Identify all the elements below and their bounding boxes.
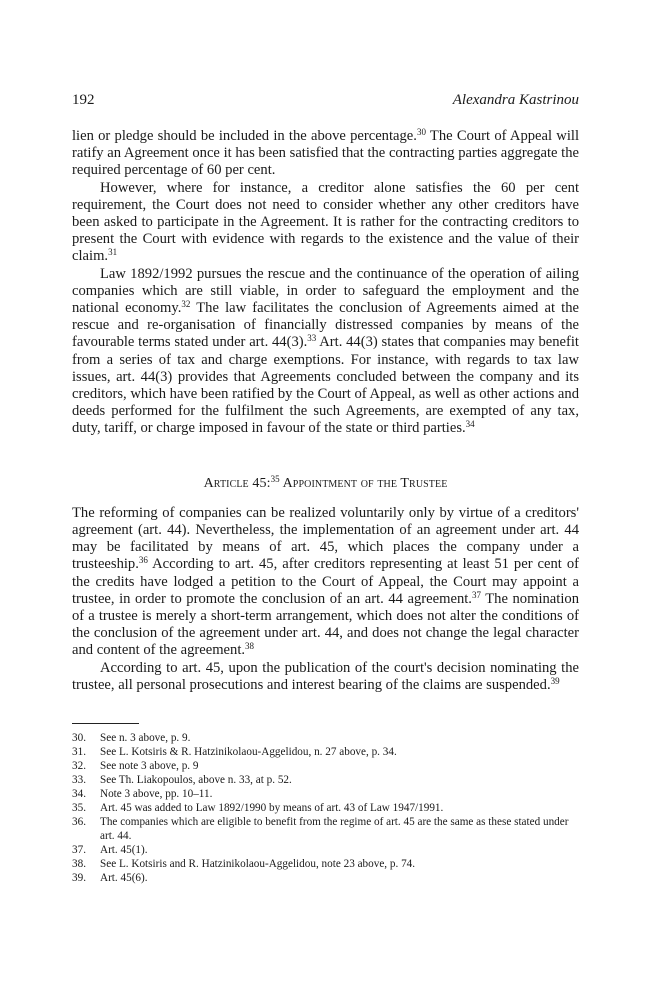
footnote-ref: 30 bbox=[416, 127, 426, 137]
paragraph: lien or pledge should be included in the above percentage.$^{30}$ The Court of Appeal will ratify an Agreement once it has been satisfied that the contracting parties aggregate the required percentage of 60 per cent. bbox=[72, 127, 580, 179]
footnote: 39. Art. 45(6). bbox=[72, 872, 148, 884]
page-number: 192 bbox=[72, 92, 95, 108]
footnote: 30. See n. 3 above, p. 9. bbox=[72, 732, 191, 744]
footnote-ref: 38 bbox=[245, 641, 255, 652]
footnote-divider bbox=[72, 723, 139, 724]
section-heading: Article 45:$^{35}$ Appointment of the Trustee bbox=[203, 473, 448, 491]
footnote-ref: 35 bbox=[270, 473, 280, 484]
footnotes bbox=[72, 731, 579, 885]
footnote: 36. The companies which are eligible to benefit from the regime of art. 45 are the same as these stated under art. 44. bbox=[72, 816, 569, 842]
paragraph: Law 1892/1992 pursues the rescue and the continuance of the operation of ailing companies which are still viable, in order to safeguard the employment and the national economy.$^{32}$ The law facilitates the conclusion of Agreements aimed at the rescue and re-organisation of financially distressed companies by means of the favourable terms stated under art. 44(3).$^{33}$ Art. 44(3) states that companies may benefit from a series of tax and charge exemptions. For instance, with regards to tax law issues, art. 44(3) provides that Agreements concluded between the company and its creditors, which have been ratified by the Court of Appeal, as well as other actions and deeds performed for the fulfilment the such Agreements, are exempted of any tax, duty, tariff, or charge imposed in favour of the state or third parties.$^{34}$ bbox=[72, 265, 579, 437]
running-header bbox=[72, 92, 579, 112]
footnote-ref: 36 bbox=[138, 555, 148, 566]
footnote-ref: 31 bbox=[108, 247, 118, 258]
footnote: 37. Art. 45(1). bbox=[72, 844, 148, 856]
footnote: 31. See L. Kotsiris & R. Hatzinikolaou-Aggelidou, n. 27 above, p. 34. bbox=[72, 746, 397, 758]
footnote: 32. See note 3 above, p. 9 bbox=[72, 760, 199, 772]
body-text bbox=[72, 128, 579, 694]
footnote: 35. Art. 45 was added to Law 1892/1990 by means of art. 43 of Law 1947/1991. bbox=[72, 802, 444, 814]
footnote-ref: 39 bbox=[550, 675, 560, 686]
footnote-ref: 37 bbox=[471, 589, 481, 600]
footnote-ref: 32 bbox=[181, 299, 191, 310]
paragraph: The reforming of companies can be realized voluntarily only by virtue of a creditors' agreement (art. 44). Nevertheless, the implementation of an agreement under art. 44 may be facilitated by means of art. 45, which places the company under a trusteeship.$^{36}$ According to art. 45, after creditors representing at least 51 per cent of the credits have lodged a petition to the Court of Appeal, the Court may appoint a trustee, in order to promote the conclusion of an art. 44 agreement.$^{37}$ The nomination of a trustee is merely a short-term arrangement, which does not alter the conditions of the conclusion of the agreement under art. 44, and does not change the legal character and content of the agreement.$^{38}$ bbox=[72, 504, 579, 659]
paragraph: However, where for instance, a creditor alone satisfies the 60 per cent requirement, the Court does not need to consider whether any other creditors have been asked to participate in the Agreement. It is rather for the contracting creditors to present the Court with evidence with regards to the existence and the value of their claim.$^{31}$ bbox=[72, 179, 579, 265]
footnote: 38. See L. Kotsiris and R. Hatzinikolaou-Aggelidou, note 23 above, p. 74. bbox=[72, 858, 416, 870]
footnote-ref: 33 bbox=[307, 333, 317, 344]
footnote: 34. Note 3 above, pp. 10–11. bbox=[72, 788, 213, 800]
paragraph: According to art. 45, upon the publication of the court's decision nominating the trustee, all personal prosecutions and interest bearing of the claims are suspended.$^{39}$ bbox=[72, 659, 579, 693]
footnote: 33. See Th. Liakopoulos, above n. 33, at p. 52. bbox=[72, 774, 292, 786]
author-name: Alexandra Kastrinou bbox=[452, 92, 579, 108]
footnote-ref: 34 bbox=[465, 419, 475, 430]
